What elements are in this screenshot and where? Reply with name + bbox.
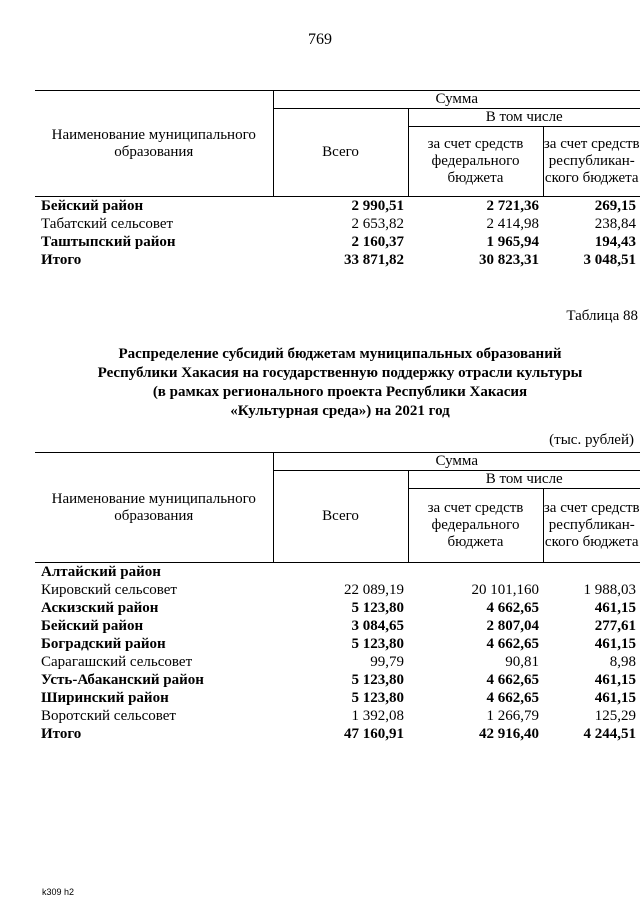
row-federal: 4 662,65 bbox=[486, 690, 539, 706]
row-total: 2 990,51 bbox=[351, 198, 404, 214]
table-row bbox=[35, 197, 640, 216]
row-total: 5 123,80 bbox=[351, 672, 404, 688]
column-header-total: Всего bbox=[273, 109, 408, 197]
row-total: 1 392,08 bbox=[351, 708, 404, 724]
title-line: «Культурная среда») на 2021 год bbox=[230, 403, 450, 419]
row-total: 3 084,65 bbox=[351, 618, 404, 634]
row-federal: 1 266,79 bbox=[486, 708, 539, 724]
row-federal: 4 662,65 bbox=[486, 636, 539, 652]
row-name: Табатский сельсовет bbox=[41, 216, 174, 232]
column-header-sum: Сумма bbox=[273, 91, 640, 109]
row-total: 22 089,19 bbox=[344, 582, 404, 598]
table-body bbox=[35, 563, 640, 744]
row-federal: 2 414,98 bbox=[486, 216, 539, 232]
row-name: Бейский район bbox=[41, 618, 144, 634]
column-header-including: В том числе bbox=[408, 471, 640, 489]
row-name: Таштыпский район bbox=[41, 234, 176, 250]
table-row bbox=[35, 617, 640, 635]
row-republican: 461,15 bbox=[594, 672, 636, 688]
table-row bbox=[35, 689, 640, 707]
row-total: 5 123,80 bbox=[351, 690, 404, 706]
row-federal: 20 101,160 bbox=[471, 582, 539, 598]
column-header-republican: за счет средств республикан-ского бюджета bbox=[543, 489, 640, 563]
row-name: Сарагашский сельсовет bbox=[41, 654, 193, 670]
column-header-name: Наименование муниципального образования bbox=[35, 453, 273, 563]
table-row bbox=[35, 251, 640, 269]
column-header-including: В том числе bbox=[408, 109, 640, 127]
row-name: Кировский сельсовет bbox=[41, 582, 177, 598]
row-total: 33 871,82 bbox=[344, 252, 404, 268]
row-republican: 1 988,03 bbox=[583, 582, 636, 598]
row-federal: 4 662,65 bbox=[486, 600, 539, 616]
row-total: 5 123,80 bbox=[351, 600, 404, 616]
table-row bbox=[35, 215, 640, 233]
row-federal: 4 662,65 bbox=[486, 672, 539, 688]
table-row bbox=[35, 563, 640, 582]
row-name: Воротский сельсовет bbox=[41, 708, 176, 724]
row-total bbox=[273, 563, 408, 582]
title-line: Распределение субсидий бюджетам муниципальных образований bbox=[118, 346, 562, 362]
title-line: Республики Хакасия на государственную поддержку отрасли культуры bbox=[97, 365, 583, 381]
column-header-total: Всего bbox=[273, 471, 408, 563]
title-line: (в рамках регионального проекта Республики Хакасия bbox=[152, 384, 528, 400]
row-name: Усть-Абаканский район bbox=[41, 672, 204, 688]
table-row bbox=[35, 581, 640, 599]
row-name: Бейский район bbox=[41, 198, 144, 214]
table-caption: Таблица 88 bbox=[566, 308, 638, 324]
unit-label: (тыс. рублей) bbox=[549, 432, 634, 448]
column-header-republican: за счет средств республикан-ского бюджета bbox=[543, 127, 640, 197]
row-name: Итого bbox=[41, 252, 82, 268]
row-federal bbox=[408, 563, 543, 582]
row-total: 5 123,80 bbox=[351, 636, 404, 652]
row-total: 99,79 bbox=[370, 654, 404, 670]
subsidy-table-continued bbox=[35, 90, 640, 269]
row-name: Аскизский район bbox=[41, 600, 159, 616]
row-federal: 1 965,94 bbox=[486, 234, 539, 250]
row-federal: 30 823,31 bbox=[479, 252, 539, 268]
row-republican: 461,15 bbox=[594, 690, 636, 706]
table-title bbox=[40, 345, 640, 421]
table-row bbox=[35, 707, 640, 725]
row-republican: 269,15 bbox=[594, 198, 636, 214]
table-row bbox=[35, 725, 640, 743]
row-name: Итого bbox=[41, 726, 82, 742]
table-row bbox=[35, 671, 640, 689]
column-header-federal: за счет средств федерального бюджета bbox=[408, 127, 543, 197]
row-federal: 90,81 bbox=[505, 654, 539, 670]
row-federal: 42 916,40 bbox=[479, 726, 539, 742]
row-republican: 461,15 bbox=[594, 636, 636, 652]
row-total: 2 653,82 bbox=[351, 216, 404, 232]
row-federal: 2 721,36 bbox=[486, 198, 539, 214]
table-row bbox=[35, 635, 640, 653]
table-body bbox=[35, 197, 640, 270]
column-header-name: Наименование муниципального образования bbox=[35, 91, 273, 197]
page-number: 769 bbox=[308, 31, 332, 48]
column-header-federal: за счет средств федерального бюджета bbox=[408, 489, 543, 563]
row-republican: 4 244,51 bbox=[583, 726, 636, 742]
footer-code: k309 h2 bbox=[42, 887, 75, 897]
row-federal: 2 807,04 bbox=[486, 618, 539, 634]
row-republican: 3 048,51 bbox=[583, 252, 636, 268]
row-republican: 125,29 bbox=[594, 708, 636, 724]
table-row bbox=[35, 599, 640, 617]
row-republican: 194,43 bbox=[594, 234, 636, 250]
row-republican: 8,98 bbox=[609, 654, 636, 670]
table-row bbox=[35, 653, 640, 671]
row-republican: 238,84 bbox=[594, 216, 636, 232]
row-republican bbox=[543, 563, 640, 582]
row-republican: 461,15 bbox=[594, 600, 636, 616]
row-name: Алтайский район bbox=[41, 564, 161, 580]
row-name: Боградский район bbox=[41, 636, 166, 652]
row-total: 2 160,37 bbox=[351, 234, 404, 250]
row-total: 47 160,91 bbox=[344, 726, 404, 742]
table-row bbox=[35, 233, 640, 251]
row-republican: 277,61 bbox=[594, 618, 636, 634]
row-name: Ширинский район bbox=[41, 690, 169, 706]
subsidy-table-88 bbox=[35, 452, 640, 743]
column-header-sum: Сумма bbox=[273, 453, 640, 471]
